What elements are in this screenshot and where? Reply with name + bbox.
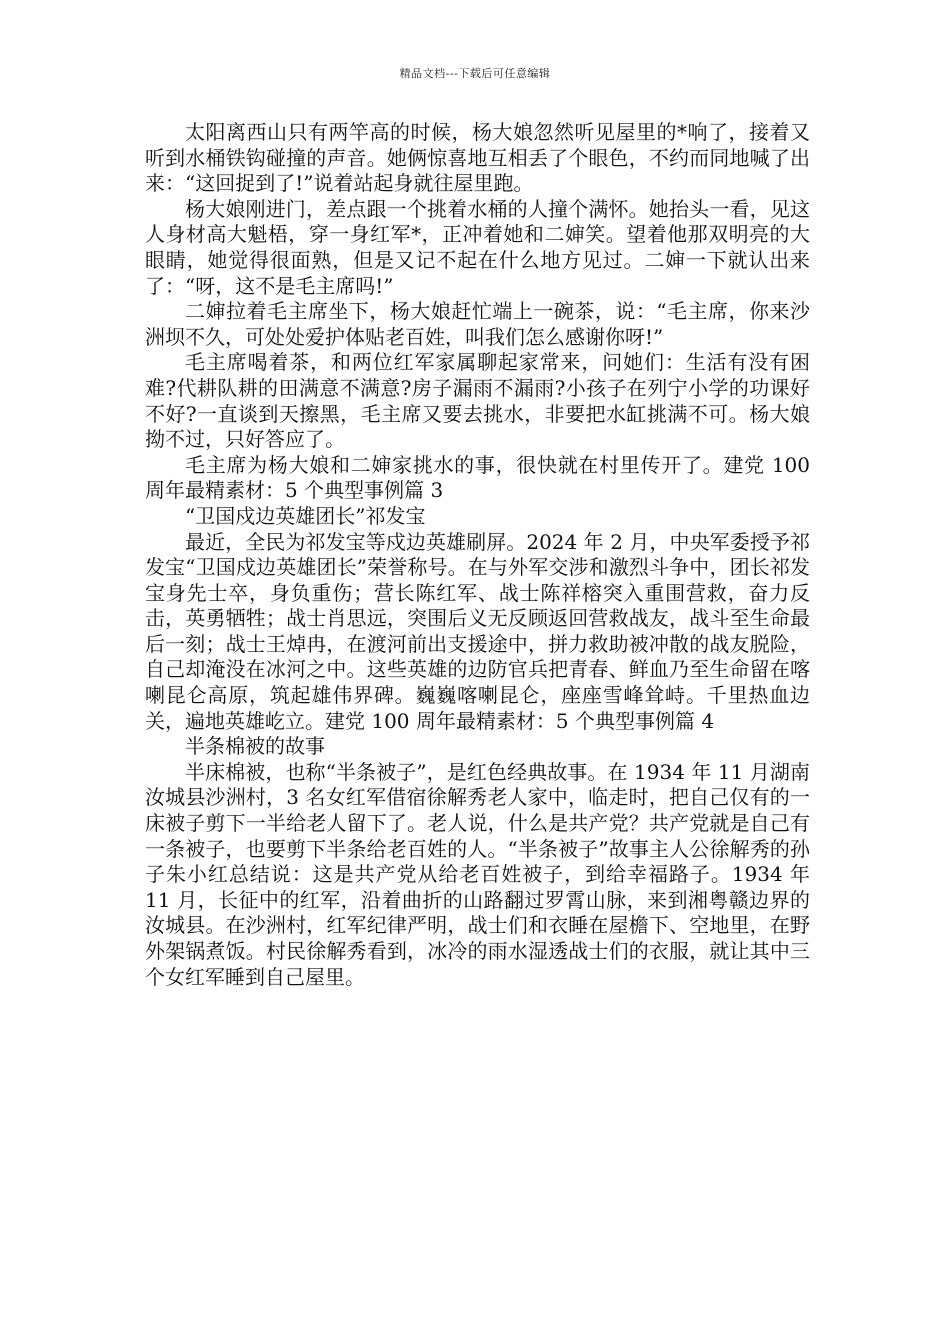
paragraph: 毛主席喝着茶，和两位红军家属聊起家常来，问她们：生活有没有困难?代耕队耕的田满意不满意?房子漏雨不漏雨?小孩子在列宁小学的功课好不好?一直谈到天擦黑，毛主席又要去挑水，非要把水缸挑满不可。杨大娘拗不过，只好答应了。 — [145, 350, 810, 452]
paragraph: 毛主席为杨大娘和二婶家挑水的事，很快就在村里传开了。建党 100 周年最精素材：5 个典型事例篇 3 — [145, 452, 810, 503]
paragraph: 太阳离西山只有两竿高的时候，杨大娘忽然听见屋里的*响了，接着又听到水桶铁钩碰撞的声音。她俩惊喜地互相丢了个眼色，不约而同地喊了出来：“这回捉到了!”说着站起身就往屋里跑。 — [145, 120, 810, 196]
paragraph: 二婶拉着毛主席坐下，杨大娘赶忙端上一碗茶，说：“毛主席，你来沙洲坝不久，可处处爱护体贴老百姓，叫我们怎么感谢你呀!” — [145, 299, 810, 349]
page-header: 精品文档---下载后可任意编辑 — [399, 67, 551, 80]
document-body — [145, 120, 810, 990]
section-heading: “卫国戍边英雄团长”祁发宝 — [185, 503, 426, 528]
section-heading: 半条棉被的故事 — [185, 734, 325, 759]
paragraph: 最近，全民为祁发宝等戍边英雄刷屏。2024 年 2 月，中央军委授予祁发宝“卫国戍边英雄团长”荣誉称号。在与外军交涉和激烈斗争中，团长祁发宝身先士卒，身负重伤；营长陈红军、战士陈祥榕突入重围营救，奋力反击，英勇牺牲；战士肖思远，突围后义无反顾返回营救战友，战斗至生命最后一刻；战士王焯冉，在渡河前出支援途中，拼力救助被冲散的战友脱险，自己却淹没在冰河之中。这些英雄的边防官兵把青春、鲜血乃至生命留在喀喇昆仑高原，筑起雄伟界碑。巍巍喀喇昆仑，座座雪峰耸峙。千里热血边关，遍地英雄屹立。建党 100 周年最精素材：5 个典型事例篇 4 — [145, 529, 810, 733]
paragraph: 杨大娘刚进门，差点跟一个挑着水桶的人撞个满怀。她抬头一看，见这人身材高大魁梧，穿一身红军*，正冲着她和二婶笑。望着他那双明亮的大眼睛，她觉得很面熟，但是又记不起在什么地方见过。二婶一下就认出来了：“呀，这不是毛主席吗!” — [145, 196, 810, 298]
paragraph: 半床棉被，也称“半条被子”，是红色经典故事。在 1934 年 11 月湖南汝城县沙洲村，3 名女红军借宿徐解秀老人家中，临走时，把自己仅有的一床被子剪下一半给老人留下了。老人说，什么是共产党？共产党就是自己有一条被子，也要剪下半条给老百姓的人。“半条被子”故事主人公徐解秀的孙子朱小红总结说：这是共产党从给老百姓被子，到给幸福路子。1934 年 11 月，长征中的红军，沿着曲折的山路翻过罗霄山脉，来到湘粤赣边界的汝城县。在沙洲村，红军纪律严明，战士们和衣睡在屋檐下、空地里，在野外架锅煮饭。村民徐解秀看到，冰冷的雨水湿透战士们的衣服，就让其中三个女红军睡到自己屋里。 — [145, 759, 810, 989]
